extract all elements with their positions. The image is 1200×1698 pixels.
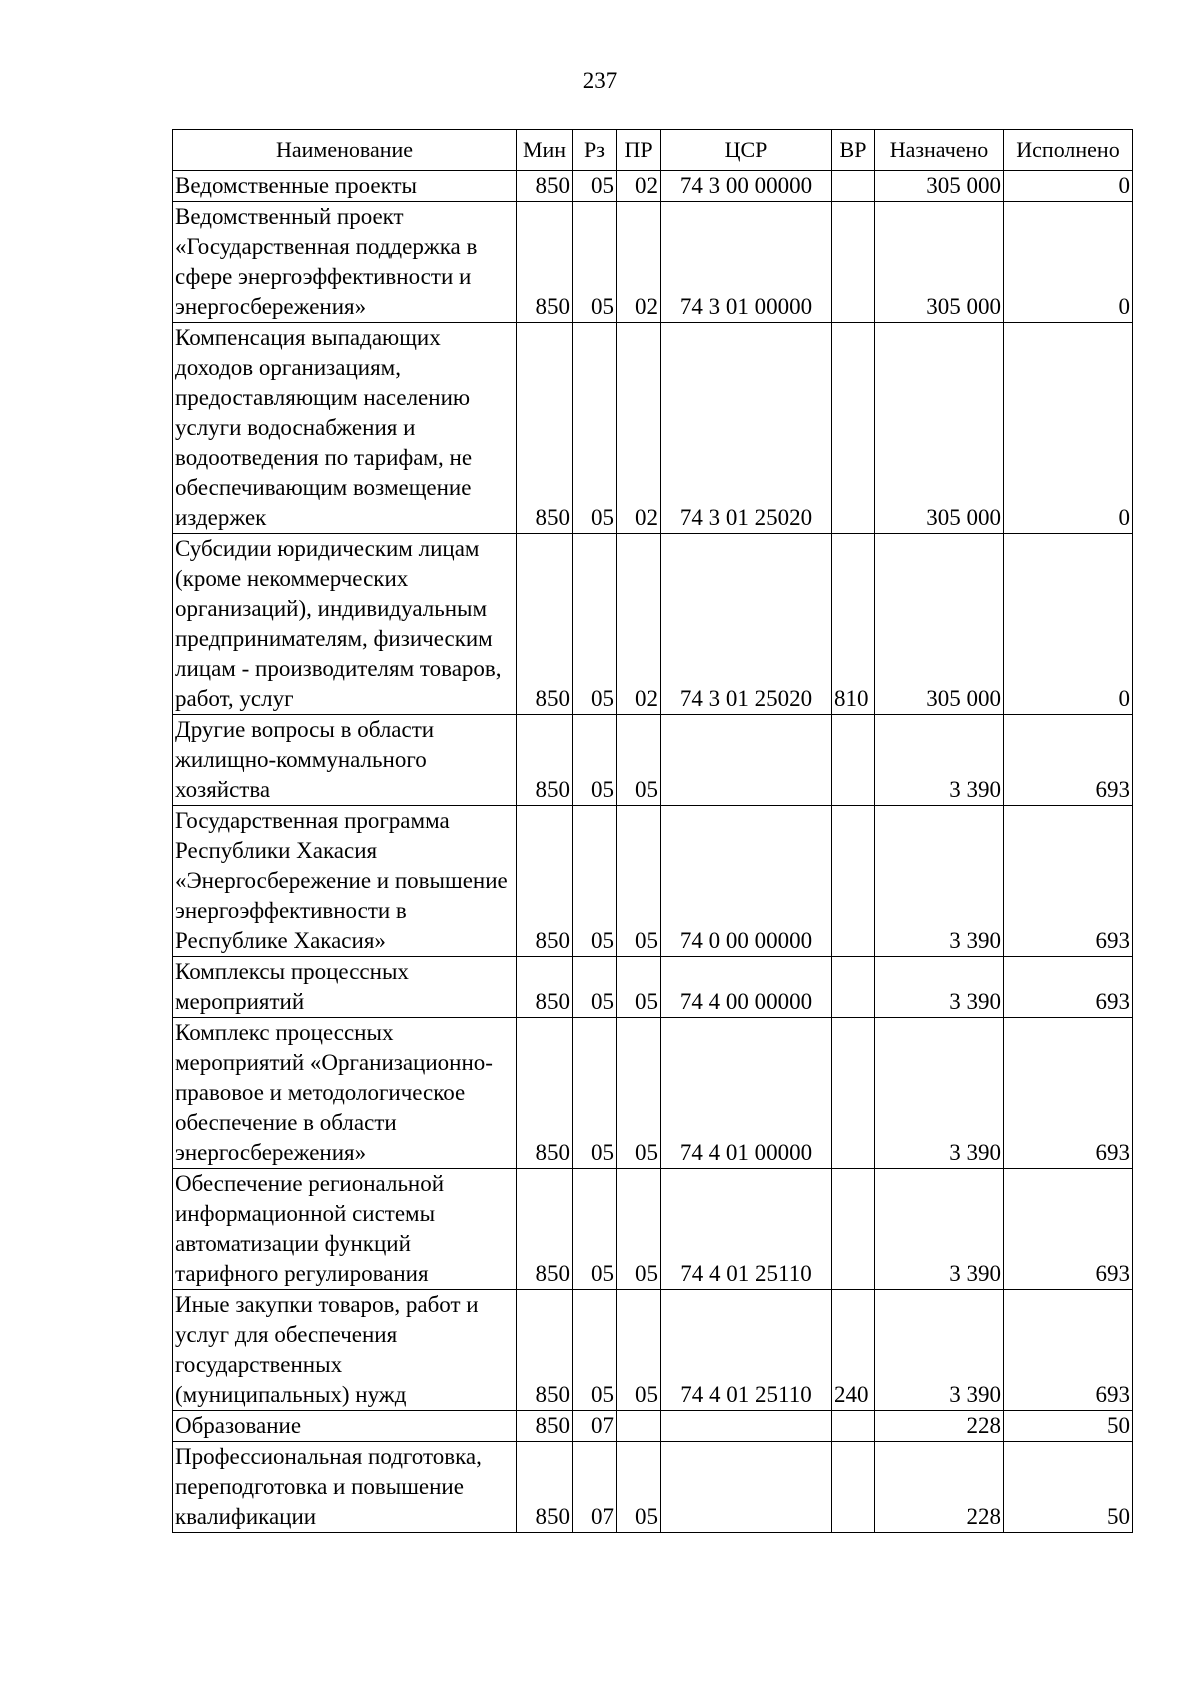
table-row	[173, 957, 1133, 1018]
cell-pr: 05	[617, 1290, 661, 1411]
table-row	[173, 323, 1133, 534]
cell-executed: 693	[1004, 806, 1133, 957]
cell-vr	[832, 957, 875, 1018]
cell-csr: 74 3 01 25020	[661, 534, 832, 715]
table-row	[173, 1290, 1133, 1411]
cell-csr	[661, 1442, 832, 1533]
cell-rz: 05	[573, 534, 617, 715]
cell-executed: 693	[1004, 957, 1133, 1018]
cell-min: 850	[517, 1290, 573, 1411]
cell-name: Компенсация выпадающих доходов организациям, предоставляющим населению услуги водоснабжения и водоотведения по тарифам, не обеспечивающим возмещение издержек	[173, 323, 517, 534]
cell-pr: 05	[617, 957, 661, 1018]
cell-executed: 50	[1004, 1411, 1133, 1442]
cell-name: Образование	[173, 1411, 517, 1442]
cell-rz: 05	[573, 806, 617, 957]
cell-min: 850	[517, 1442, 573, 1533]
table-header-row	[173, 130, 1133, 171]
cell-assigned: 3 390	[875, 715, 1004, 806]
cell-pr: 05	[617, 715, 661, 806]
cell-min: 850	[517, 1169, 573, 1290]
table-row	[173, 1411, 1133, 1442]
cell-csr: 74 4 01 00000	[661, 1018, 832, 1169]
header-csr: ЦСР	[661, 130, 832, 171]
cell-name: Государственная программа Республики Хакасия «Энергосбережение и повышение энергоэффективности в Республике Хакасия»	[173, 806, 517, 957]
cell-pr: 05	[617, 1018, 661, 1169]
table-row	[173, 202, 1133, 323]
cell-assigned: 3 390	[875, 1290, 1004, 1411]
cell-vr	[832, 1018, 875, 1169]
cell-vr	[832, 806, 875, 957]
cell-executed: 693	[1004, 1018, 1133, 1169]
cell-assigned: 305 000	[875, 534, 1004, 715]
cell-name: Другие вопросы в области жилищно-коммунального хозяйства	[173, 715, 517, 806]
cell-pr: 05	[617, 806, 661, 957]
cell-csr: 74 4 01 25110	[661, 1290, 832, 1411]
cell-assigned: 228	[875, 1411, 1004, 1442]
cell-assigned: 228	[875, 1442, 1004, 1533]
cell-vr	[832, 1411, 875, 1442]
cell-pr: 05	[617, 1442, 661, 1533]
header-rz: Рз	[573, 130, 617, 171]
cell-assigned: 3 390	[875, 1169, 1004, 1290]
table-row	[173, 1018, 1133, 1169]
table-row	[173, 171, 1133, 202]
cell-name: Комплекс процессных мероприятий «Организационно-правовое и методологическое обеспечение в области энергосбережения»	[173, 1018, 517, 1169]
cell-executed: 0	[1004, 323, 1133, 534]
cell-executed: 693	[1004, 1169, 1133, 1290]
cell-csr: 74 4 00 00000	[661, 957, 832, 1018]
cell-min: 850	[517, 534, 573, 715]
cell-pr	[617, 1411, 661, 1442]
cell-vr	[832, 1169, 875, 1290]
cell-min: 850	[517, 171, 573, 202]
header-vr: ВР	[832, 130, 875, 171]
cell-vr	[832, 202, 875, 323]
cell-name: Обеспечение региональной информационной системы автоматизации функций тарифного регулирования	[173, 1169, 517, 1290]
cell-vr	[832, 323, 875, 534]
cell-vr	[832, 171, 875, 202]
table-body	[173, 171, 1133, 1533]
cell-rz: 05	[573, 1290, 617, 1411]
cell-name: Профессиональная подготовка, переподготовка и повышение квалификации	[173, 1442, 517, 1533]
cell-vr	[832, 1442, 875, 1533]
cell-csr: 74 0 00 00000	[661, 806, 832, 957]
cell-executed: 693	[1004, 1290, 1133, 1411]
cell-rz: 07	[573, 1411, 617, 1442]
header-assigned: Назначено	[875, 130, 1004, 171]
cell-assigned: 305 000	[875, 202, 1004, 323]
cell-min: 850	[517, 202, 573, 323]
cell-csr	[661, 715, 832, 806]
cell-min: 850	[517, 806, 573, 957]
cell-pr: 02	[617, 534, 661, 715]
table-row	[173, 715, 1133, 806]
table-row	[173, 806, 1133, 957]
cell-name: Ведомственные проекты	[173, 171, 517, 202]
cell-vr: 810	[832, 534, 875, 715]
cell-min: 850	[517, 715, 573, 806]
cell-csr	[661, 1411, 832, 1442]
cell-executed: 50	[1004, 1442, 1133, 1533]
cell-executed: 693	[1004, 715, 1133, 806]
header-name: Наименование	[173, 130, 517, 171]
cell-assigned: 3 390	[875, 957, 1004, 1018]
page-number: 237	[582, 68, 618, 93]
cell-executed: 0	[1004, 534, 1133, 715]
cell-name: Комплексы процессных мероприятий	[173, 957, 517, 1018]
table-row	[173, 1169, 1133, 1290]
table-row	[173, 1442, 1133, 1533]
cell-rz: 05	[573, 1169, 617, 1290]
cell-rz: 07	[573, 1442, 617, 1533]
cell-rz: 05	[573, 171, 617, 202]
cell-min: 850	[517, 957, 573, 1018]
budget-table	[172, 129, 1133, 1533]
cell-name: Субсидии юридическим лицам (кроме некоммерческих организаций), индивидуальным предпринимателям, физическим лицам - производителям товаров, работ, услуг	[173, 534, 517, 715]
cell-pr: 02	[617, 171, 661, 202]
cell-vr	[832, 715, 875, 806]
cell-assigned: 3 390	[875, 1018, 1004, 1169]
cell-min: 850	[517, 323, 573, 534]
cell-executed: 0	[1004, 171, 1133, 202]
cell-vr: 240	[832, 1290, 875, 1411]
cell-csr: 74 3 00 00000	[661, 171, 832, 202]
cell-csr: 74 4 01 25110	[661, 1169, 832, 1290]
header-pr: ПР	[617, 130, 661, 171]
cell-assigned: 3 390	[875, 806, 1004, 957]
cell-executed: 0	[1004, 202, 1133, 323]
cell-csr: 74 3 01 00000	[661, 202, 832, 323]
cell-min: 850	[517, 1411, 573, 1442]
cell-rz: 05	[573, 715, 617, 806]
header-min: Мин	[517, 130, 573, 171]
cell-name: Иные закупки товаров, работ и услуг для обеспечения государственных (муниципальных) нужд	[173, 1290, 517, 1411]
cell-pr: 05	[617, 1169, 661, 1290]
cell-rz: 05	[573, 957, 617, 1018]
table-row	[173, 534, 1133, 715]
cell-min: 850	[517, 1018, 573, 1169]
header-executed: Исполнено	[1004, 130, 1133, 171]
cell-pr: 02	[617, 323, 661, 534]
cell-rz: 05	[573, 1018, 617, 1169]
cell-pr: 02	[617, 202, 661, 323]
cell-name: Ведомственный проект «Государственная поддержка в сфере энергоэффективности и энергосбережения»	[173, 202, 517, 323]
cell-assigned: 305 000	[875, 323, 1004, 534]
cell-assigned: 305 000	[875, 171, 1004, 202]
cell-rz: 05	[573, 202, 617, 323]
cell-csr: 74 3 01 25020	[661, 323, 832, 534]
cell-rz: 05	[573, 323, 617, 534]
